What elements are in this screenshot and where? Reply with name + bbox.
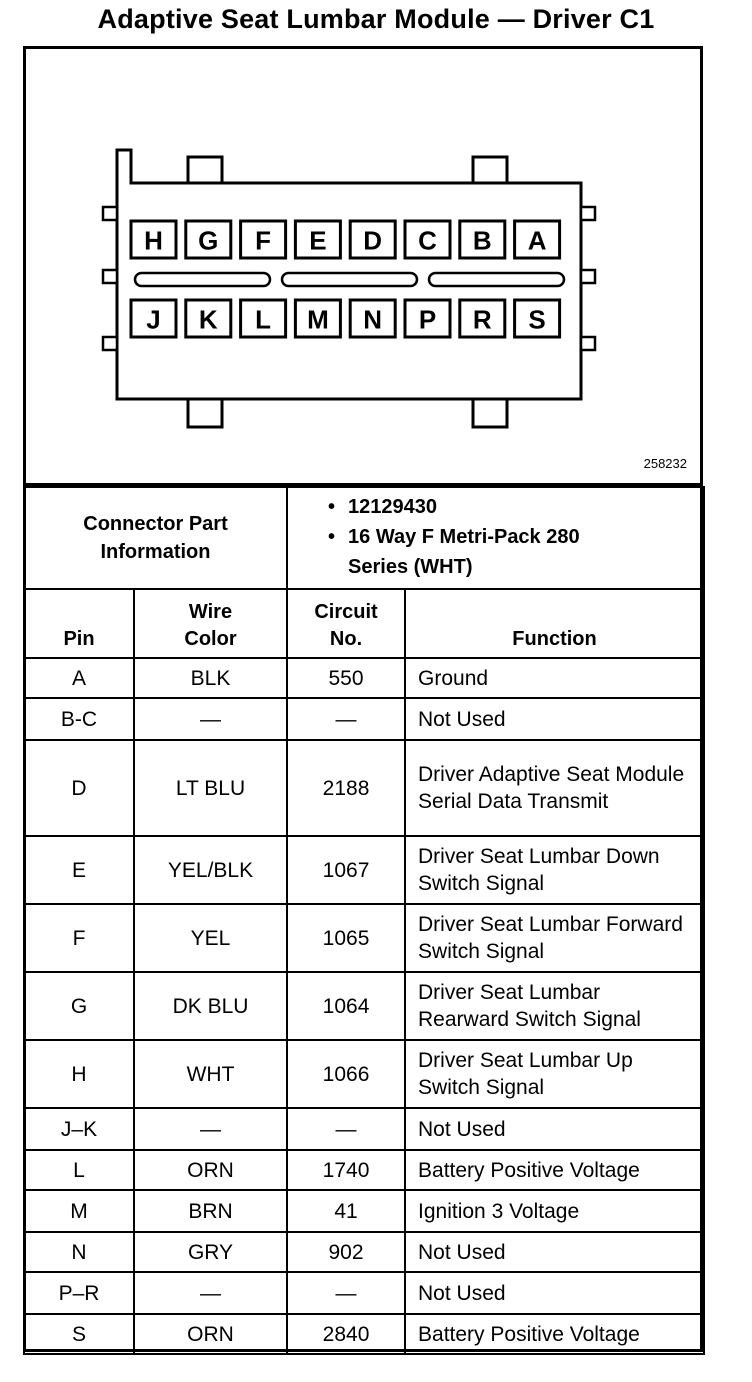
side-nub-right-1 (581, 207, 595, 220)
connector-info-label (24, 487, 287, 589)
circuit-header (287, 589, 405, 658)
table-row (24, 658, 704, 698)
connector-info-list (287, 487, 704, 589)
top-tab-right (473, 157, 507, 183)
pinout-rows (24, 658, 704, 1354)
wire-color-cell: — (134, 698, 287, 740)
cavity-label: G (198, 225, 219, 256)
function-cell: Not Used (405, 1232, 704, 1272)
circuit-cell: 1066 (287, 1040, 405, 1108)
circuit-cell: 550 (287, 658, 405, 698)
pin-header-text: Pin (63, 628, 95, 650)
pin-cell: J–K (24, 1108, 134, 1150)
cavity-label: E (309, 225, 327, 256)
table-row (24, 972, 704, 1040)
side-nub-right-3 (581, 337, 595, 350)
function-cell: Battery Positive Voltage (405, 1150, 704, 1190)
figure-number: 258232 (643, 456, 687, 471)
circuit-cell: 1740 (287, 1150, 405, 1190)
wire-color-cell: ORN (134, 1314, 287, 1354)
cavity-label: J (146, 304, 161, 335)
connector-info-item: • 16 Way F Metri-Pack 280 Series (WHT) (328, 522, 703, 582)
cavity-label: A (527, 225, 547, 256)
connector-info-row (24, 487, 704, 589)
wire-color-header-text: Wire Color (184, 601, 237, 650)
pin-cell: P–R (24, 1272, 134, 1314)
cavity-label: R (472, 304, 492, 335)
pin-cell: S (24, 1314, 134, 1354)
table-row (24, 1150, 704, 1190)
bottom-tab-left (188, 399, 222, 427)
wire-color-cell: DK BLU (134, 972, 287, 1040)
circuit-cell: — (287, 698, 405, 740)
table-row (24, 740, 704, 836)
circuit-header-text: Circuit No. (314, 601, 378, 650)
header-row (24, 589, 704, 658)
cavity-label: M (307, 304, 329, 335)
cavity-label: S (528, 304, 546, 335)
pin-cell: N (24, 1232, 134, 1272)
wire-color-cell: YEL (134, 904, 287, 972)
connector-diagram (23, 46, 703, 486)
pinout-table (23, 486, 705, 1355)
table-row (24, 1272, 704, 1314)
function-cell: Ignition 3 Voltage (405, 1190, 704, 1232)
latch-slot-3 (429, 273, 564, 286)
function-header-text: Function (512, 628, 597, 650)
connector-info-item: • 12129430 (328, 492, 703, 522)
connector-info-label-text: Connector Part Information (83, 513, 228, 563)
circuit-cell: 41 (287, 1190, 405, 1232)
table-row (24, 836, 704, 904)
function-cell: Not Used (405, 1272, 704, 1314)
circuit-cell: 1067 (287, 836, 405, 904)
function-cell: Battery Positive Voltage (405, 1314, 704, 1354)
function-cell: Driver Seat Lumbar Up Switch Signal (405, 1040, 704, 1108)
circuit-cell: 2188 (287, 740, 405, 836)
page-title: Adaptive Seat Lumbar Module — Driver C1 (97, 4, 655, 34)
function-cell: Not Used (405, 698, 704, 740)
wire-color-cell: ORN (134, 1150, 287, 1190)
wire-color-cell: — (134, 1108, 287, 1150)
top-tab-left (188, 157, 222, 183)
pin-cell: A (24, 658, 134, 698)
function-cell: Driver Adaptive Seat Module Serial Data Transmit (405, 740, 704, 836)
latch-slot-1 (135, 273, 270, 286)
side-nub-left-1 (103, 207, 117, 220)
cavity-label: D (363, 225, 383, 256)
cavity-label: L (255, 304, 272, 335)
table-row (24, 1190, 704, 1232)
side-nub-left-2 (103, 270, 117, 283)
cavity-label: C (418, 225, 437, 256)
pin-cell: F (24, 904, 134, 972)
pin-cell: E (24, 836, 134, 904)
circuit-cell: — (287, 1272, 405, 1314)
wire-color-cell: BLK (134, 658, 287, 698)
function-cell: Driver Seat Lumbar Down Switch Signal (405, 836, 704, 904)
table-row (24, 698, 704, 740)
wire-color-cell: LT BLU (134, 740, 287, 836)
circuit-cell: — (287, 1108, 405, 1150)
function-header (405, 589, 704, 658)
connector-face-drawing (23, 46, 703, 486)
cavity-label: F (255, 225, 272, 256)
cavity-label: B (472, 225, 492, 256)
side-nub-right-2 (581, 270, 595, 283)
pin-cell: H (24, 1040, 134, 1108)
pin-cell: M (24, 1190, 134, 1232)
table-row (24, 1108, 704, 1150)
latch-slot-2 (282, 273, 417, 286)
wire-color-cell: BRN (134, 1190, 287, 1232)
wire-color-cell: YEL/BLK (134, 836, 287, 904)
pin-cell: G (24, 972, 134, 1040)
cavity-label: N (363, 304, 383, 335)
function-cell: Driver Seat Lumbar Rearward Switch Signal (405, 972, 704, 1040)
cavity-label: K (198, 304, 218, 335)
wire-color-cell: — (134, 1272, 287, 1314)
table-row (24, 1232, 704, 1272)
circuit-cell: 1065 (287, 904, 405, 972)
table-row (24, 1314, 704, 1354)
wire-color-cell: GRY (134, 1232, 287, 1272)
wire-color-header (134, 589, 287, 658)
cavity-label: H (144, 225, 163, 256)
function-cell: Driver Seat Lumbar Forward Switch Signal (405, 904, 704, 972)
side-nub-left-3 (103, 337, 117, 350)
function-cell: Ground (405, 658, 704, 698)
bottom-tab-right (473, 399, 507, 427)
function-cell: Not Used (405, 1108, 704, 1150)
pin-cell: L (24, 1150, 134, 1190)
pin-header (24, 589, 134, 658)
pin-cell: D (24, 740, 134, 836)
circuit-cell: 1064 (287, 972, 405, 1040)
table-row (24, 1040, 704, 1108)
table-row (24, 904, 704, 972)
wire-color-cell: WHT (134, 1040, 287, 1108)
circuit-cell: 2840 (287, 1314, 405, 1354)
cavity-label: P (418, 304, 437, 335)
pin-cell: B-C (24, 698, 134, 740)
circuit-cell: 902 (287, 1232, 405, 1272)
